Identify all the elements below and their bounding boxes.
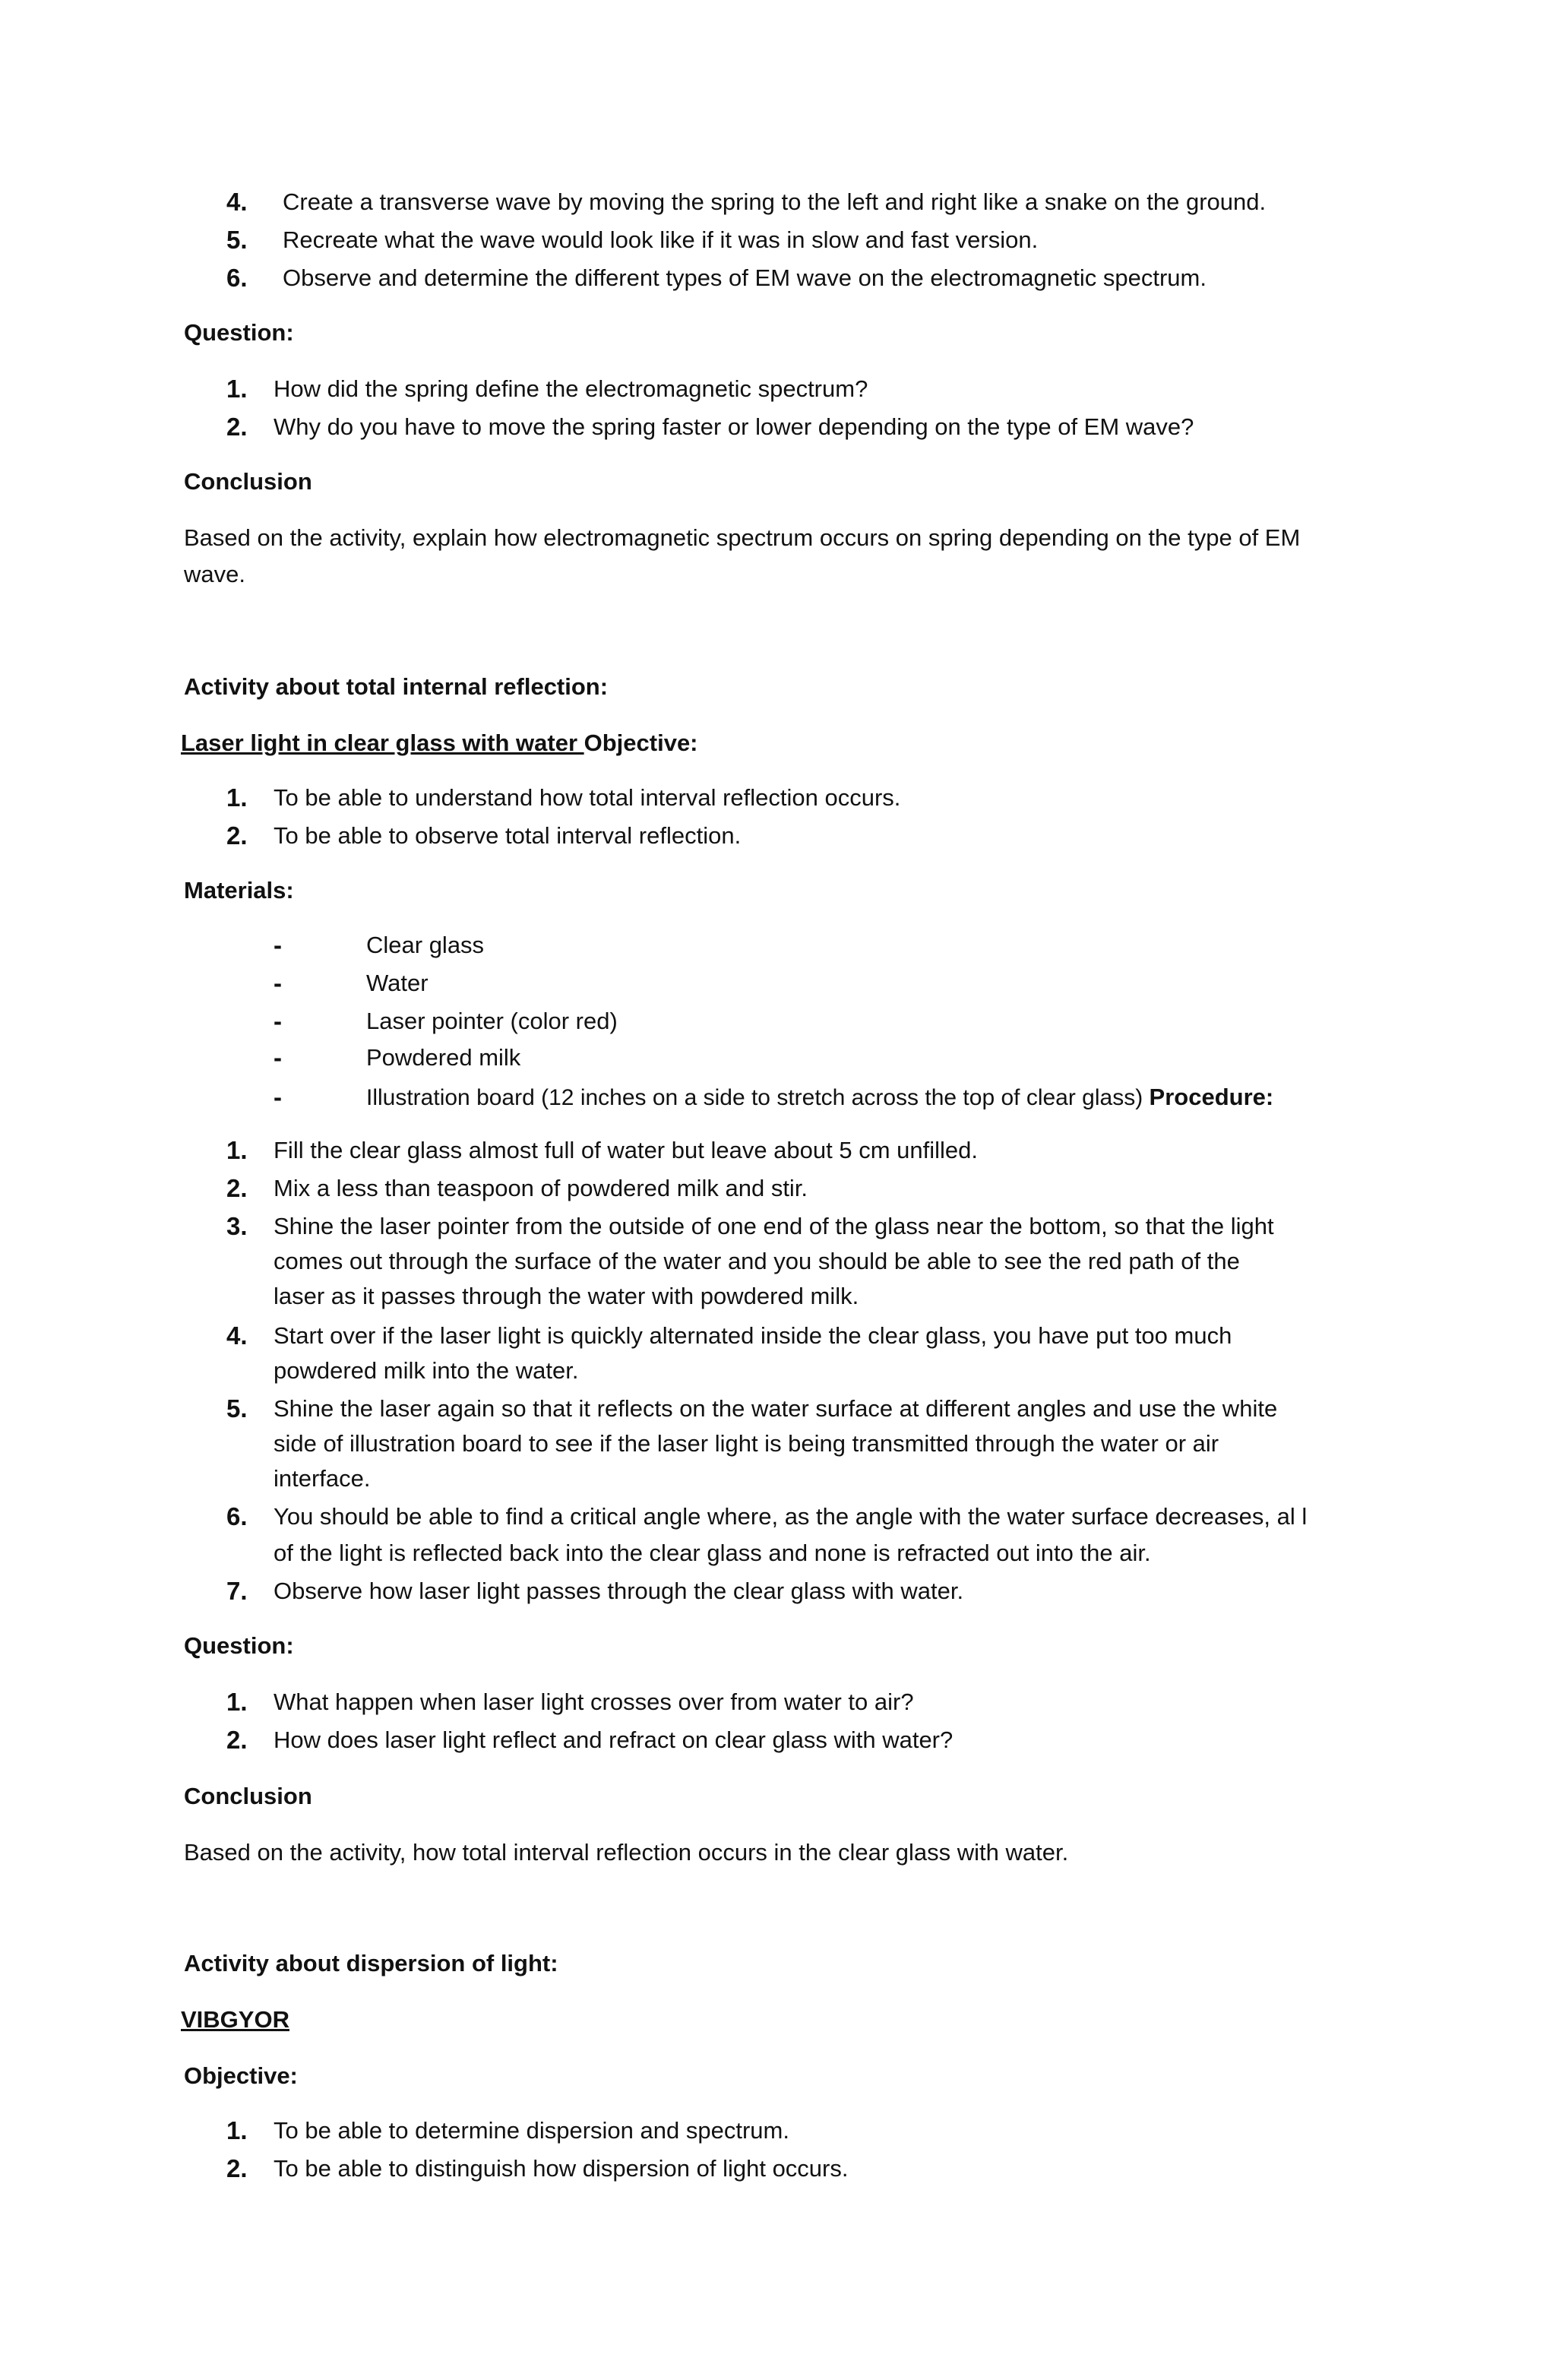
list-text: Recreate what the wave would look like if it was in slow and fast version.: [283, 226, 1039, 253]
list-number: 4.: [226, 188, 248, 216]
list-text-line: side of illustration board to see if the laser light is being transmitted through the water or air: [274, 1430, 1219, 1457]
list-number: 1.: [226, 2116, 248, 2144]
list-text-line: You should be able to find a critical angle where, as the angle with the water surface decreases, al l: [274, 1503, 1308, 1530]
list-text: Why do you have to move the spring faster or lower depending on the type of EM wave?: [274, 413, 1194, 440]
list-number: 1.: [226, 783, 248, 812]
list-text-line: Observe how laser light passes through the clear glass with water.: [274, 1578, 964, 1604]
list-number: 2.: [226, 413, 248, 441]
activity-title: Laser light in clear glass with water: [181, 730, 584, 756]
list-text-line: Start over if the laser light is quickly alternated inside the clear glass, you have put too much: [274, 1322, 1232, 1349]
list-text: How does laser light reflect and refract on clear glass with water?: [274, 1726, 954, 1753]
list-number: 5.: [226, 226, 248, 254]
list-text: To be able to distinguish how dispersion of light occurs.: [274, 2155, 849, 2182]
dash-bullet: -: [274, 969, 282, 997]
list-text: To be able to determine dispersion and spectrum.: [274, 2117, 789, 2144]
dash-bullet: -: [274, 1083, 282, 1111]
activity-title-line: [181, 725, 698, 761]
list-number: 2.: [226, 821, 248, 850]
list-number: 2.: [226, 2154, 248, 2182]
list-number: 2.: [226, 1726, 248, 1754]
conclusion-text: Based on the activity, how total interval reflection occurs in the clear glass with water.: [184, 1839, 1069, 1866]
objective-heading: Objective:: [184, 2062, 298, 2089]
list-text: To be able to understand how total interval reflection occurs.: [274, 784, 901, 811]
list-text: What happen when laser light crosses over from water to air?: [274, 1688, 914, 1715]
list-text: Observe and determine the different types of EM wave on the electromagnetic spectrum.: [283, 264, 1207, 291]
list-text: Water: [366, 970, 429, 996]
list-number: 7.: [226, 1577, 248, 1605]
dash-bullet: -: [274, 1007, 282, 1035]
list-number: 1.: [226, 375, 248, 403]
list-number: 1.: [226, 1688, 248, 1716]
objective-label: Objective:: [584, 730, 698, 756]
list-text: Powdered milk: [366, 1044, 521, 1071]
list-text-line: interface.: [274, 1465, 371, 1492]
list-number: 4.: [226, 1321, 248, 1350]
list-text: Laser pointer (color red): [366, 1008, 618, 1034]
activity-heading: Activity about dispersion of light:: [184, 1950, 558, 1976]
list-number: 6.: [226, 1502, 248, 1530]
list-text-line: laser as it passes through the water with powdered milk.: [274, 1283, 859, 1309]
list-text-line: comes out through the surface of the water and you should be able to see the red path of the: [274, 1248, 1240, 1274]
conclusion-heading: Conclusion: [184, 468, 312, 495]
list-text: Create a transverse wave by moving the spring to the left and right like a snake on the ground.: [283, 188, 1267, 215]
conclusion-text: Based on the activity, explain how electromagnetic spectrum occurs on spring depending on the type of EM wave.: [184, 524, 1301, 587]
list-text-line: of the light is reflected back into the clear glass and none is refracted out into the air.: [274, 1540, 1151, 1566]
list-text: How did the spring define the electromagnetic spectrum?: [274, 375, 868, 402]
list-number: 5.: [226, 1394, 248, 1423]
list-number: 1.: [226, 1136, 248, 1164]
list-text: Mix a less than teaspoon of powdered milk and stir.: [274, 1175, 808, 1201]
conclusion-heading: Conclusion: [184, 1783, 312, 1809]
procedure-label: Procedure:: [1149, 1084, 1274, 1110]
question-heading: Question:: [184, 319, 294, 346]
list-text: To be able to observe total interval reflection.: [274, 822, 742, 849]
activity-title: VIBGYOR: [181, 2006, 289, 2033]
list-text-line: Shine the laser again so that it reflects on the water surface at different angles and use the white: [274, 1395, 1278, 1422]
list-text-line: [366, 1079, 1273, 1116]
list-number: 2.: [226, 1174, 248, 1202]
list-number: 6.: [226, 264, 248, 292]
list-text: Clear glass: [366, 932, 485, 958]
list-text-line: Shine the laser pointer from the outside of one end of the glass near the bottom, so that the light: [274, 1213, 1274, 1239]
list-text-line: powdered milk into the water.: [274, 1357, 579, 1384]
question-heading: Question:: [184, 1632, 294, 1659]
materials-heading: Materials:: [184, 877, 294, 904]
list-text: Illustration board (12 inches on a side to stretch across the top of clear glass): [366, 1085, 1150, 1110]
list-text: Fill the clear glass almost full of water but leave about 5 cm unfilled.: [274, 1137, 979, 1163]
activity-heading: Activity about total internal reflection:: [184, 673, 609, 700]
list-number: 3.: [226, 1212, 248, 1240]
dash-bullet: -: [274, 1043, 282, 1071]
dash-bullet: -: [274, 931, 282, 959]
